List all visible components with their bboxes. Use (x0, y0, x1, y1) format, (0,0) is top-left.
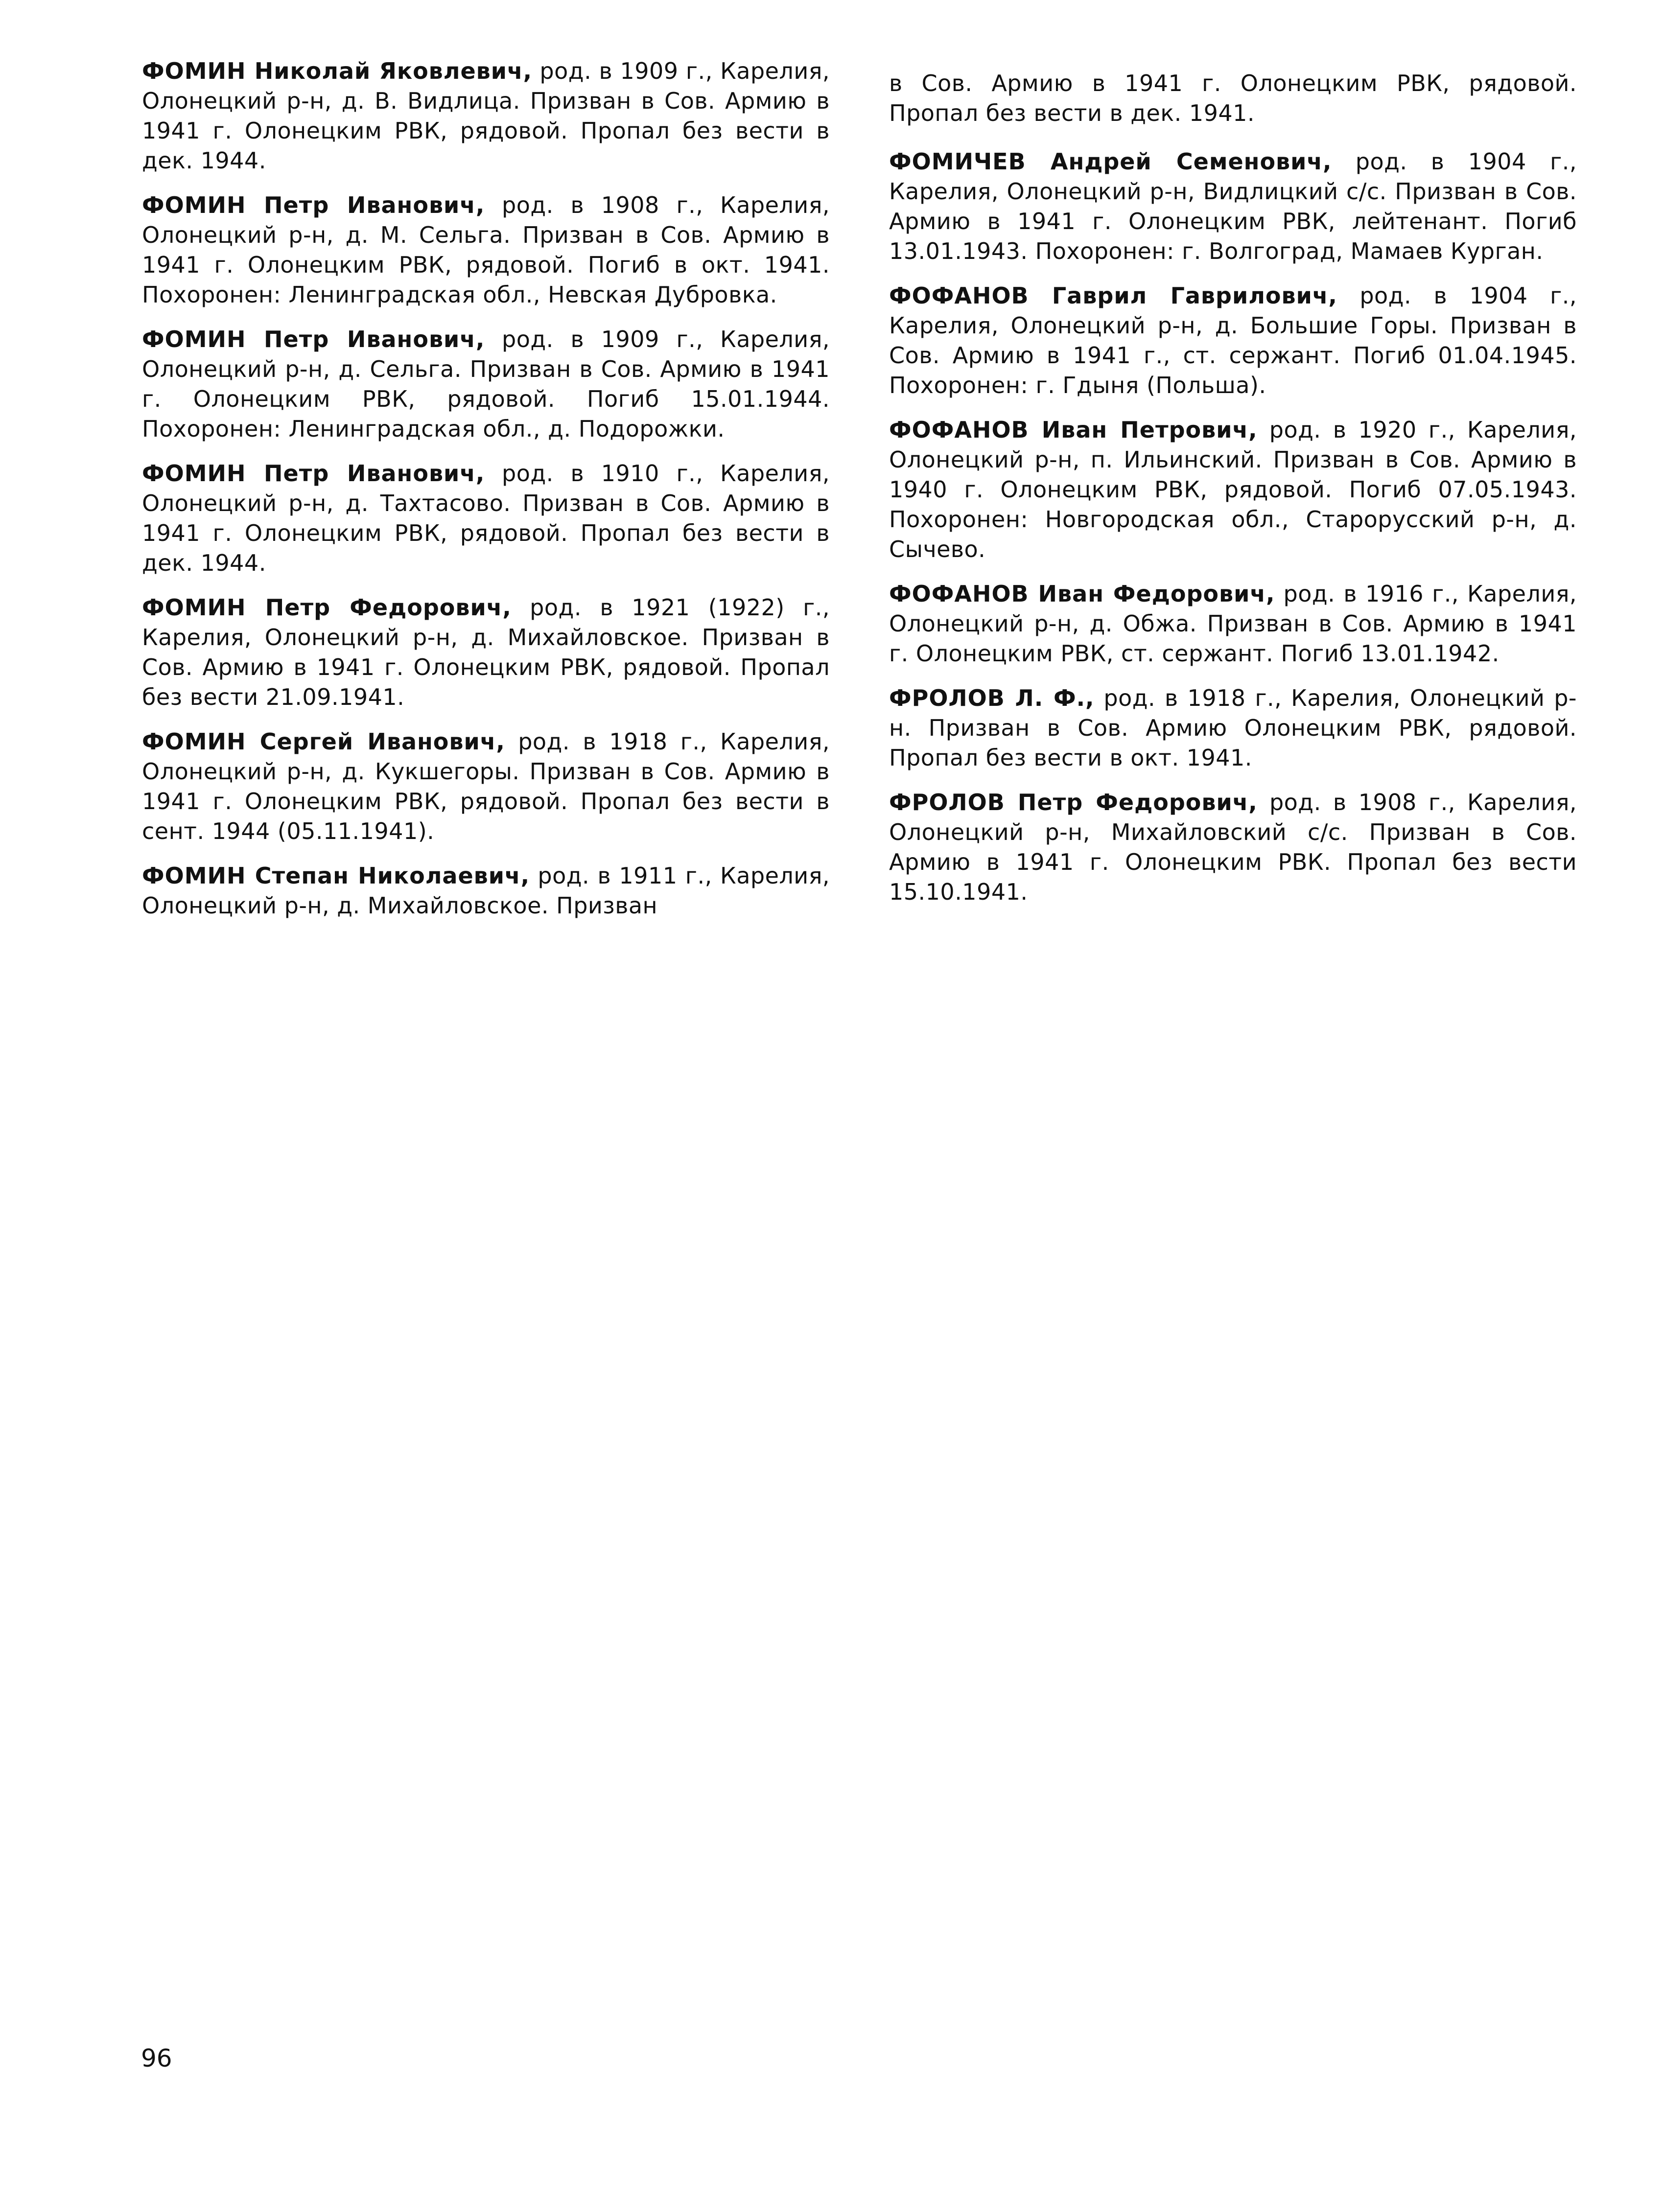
entry-name: ФОМИЧЕВ Андрей Семенович, (889, 148, 1332, 175)
left-column (142, 56, 830, 935)
right-column (889, 69, 1577, 922)
entry-name: ФОМИН Петр Иванович, (142, 192, 485, 218)
entry (889, 147, 1577, 266)
entry (142, 727, 830, 846)
entry-text: род. в 1904 г., Карелия, Олонецкий р-н, Видлицкий с/с. Призван в Сов. Армию в 1941 г. Олонецким РВК, лейтенант. Погиб 13.01.1943. Похоронен: г. Волгоград, Мамаев Курган. (889, 148, 1577, 264)
entry-text: род. в 1909 г., Карелия, Олонецкий р-н, д. В. Видлица. Призван в Сов. Армию в 1941 г. Олонецким РВК, рядовой. Пропал без вести в дек. 1944. (142, 58, 830, 174)
entry-text: род. в 1918 г., Карелия, Олонецкий р-н. Призван в Сов. Армию Олонецким РВК, рядовой. Пропал без вести в окт. 1941. (889, 685, 1577, 771)
entry (142, 325, 830, 444)
entry (142, 56, 830, 176)
entry-text: род. в 1908 г., Карелия, Олонецкий р-н, д. М. Сельга. Призван в Сов. Армию в 1941 г. Олонецким РВК, рядовой. Погиб в окт. 1941. Похоронен: Ленинградская обл., Невская Дубровка. (142, 192, 830, 308)
entry-name: ФОМИН Степан Николаевич, (142, 862, 530, 889)
page-number: 96 (141, 2044, 172, 2072)
entry (142, 459, 830, 578)
entry-text: род. в 1920 г., Карелия, Олонецкий р-н, п. Ильинский. Призван в Сов. Армию в 1940 г. Олонецким РВК, рядовой. Погиб 07.05.1943. Похоронен: Новгородская обл., Старорусский р-н, д. Сычево. (889, 417, 1577, 562)
entry-name: ФРОЛОВ Петр Федорович, (889, 789, 1258, 815)
entry-name: ФОМИН Петр Иванович, (142, 460, 485, 487)
entry-text: род. в 1908 г., Карелия, Олонецкий р-н, Михайловский с/с. Призван в Сов. Армию в 1941 г. Олонецким РВК. Пропал без вести 15.10.1941. (889, 789, 1577, 905)
entry-name: ФОМИН Сергей Иванович, (142, 728, 505, 755)
entry (142, 190, 830, 310)
entry-text: род. в 1916 г., Карелия, Олонецкий р-н, д. Обжа. Призван в Сов. Армию в 1941 г. Олонецким РВК, ст. сержант. Погиб 13.01.1942. (889, 581, 1577, 667)
entry (142, 593, 830, 712)
entry-name: ФОФАНОВ Иван Петрович, (889, 417, 1258, 443)
entry-text: род. в 1909 г., Карелия, Олонецкий р-н, д. Сельга. Призван в Сов. Армию в 1941 г. Олонецким РВК, рядовой. Погиб 15.01.1944. Похоронен: Ленинградская обл., д. Подорожки. (142, 326, 830, 442)
entry-name: ФРОЛОВ Л. Ф., (889, 685, 1095, 711)
entry (889, 579, 1577, 669)
entry-text: род. в 1921 (1922) г., Карелия, Олонецкий р-н, д. Михайловское. Призван в Сов. Армию в 1941 г. Олонецким РВК, рядовой. Пропал без вести 21.09.1941. (142, 594, 830, 710)
entry-text: род. в 1918 г., Карелия, Олонецкий р-н, д. Кукшегоры. Призван в Сов. Армию в 1941 г. Олонецким РВК, рядовой. Пропал без вести в сент. 1944 (05.11.1941). (142, 728, 830, 844)
entry-text: род. в 1904 г., Карелия, Олонецкий р-н, д. Большие Горы. Призван в Сов. Армию в 1941 г., ст. сержант. Погиб 01.04.1945. Похоронен: г. Гдыня (Польша). (889, 282, 1577, 398)
entry-name: ФОМИН Петр Федорович, (142, 594, 512, 621)
entry-name: ФОФАНОВ Гаврил Гаврилович, (889, 282, 1337, 309)
entry (889, 788, 1577, 907)
entry (142, 861, 830, 921)
entry-name: ФОМИН Петр Иванович, (142, 326, 485, 352)
entry-text: род. в 1911 г., Карелия, Олонецкий р-н, д. Михайловское. Призван (142, 862, 830, 919)
entry (889, 683, 1577, 773)
entry-text: род. в 1910 г., Карелия, Олонецкий р-н, д. Тахтасово. Призван в Сов. Армию в 1941 г. Олонецким РВК, рядовой. Пропал без вести в дек. 1944. (142, 460, 830, 576)
entry-continuation: в Сов. Армию в 1941 г. Олонецким РВК, рядовой. Пропал без вести в дек. 1941. (889, 70, 1577, 126)
entry-name: ФОФАНОВ Иван Федорович, (889, 581, 1275, 607)
entry (889, 281, 1577, 400)
entry-name: ФОМИН Николай Яковлевич, (142, 58, 533, 84)
entry (889, 415, 1577, 564)
